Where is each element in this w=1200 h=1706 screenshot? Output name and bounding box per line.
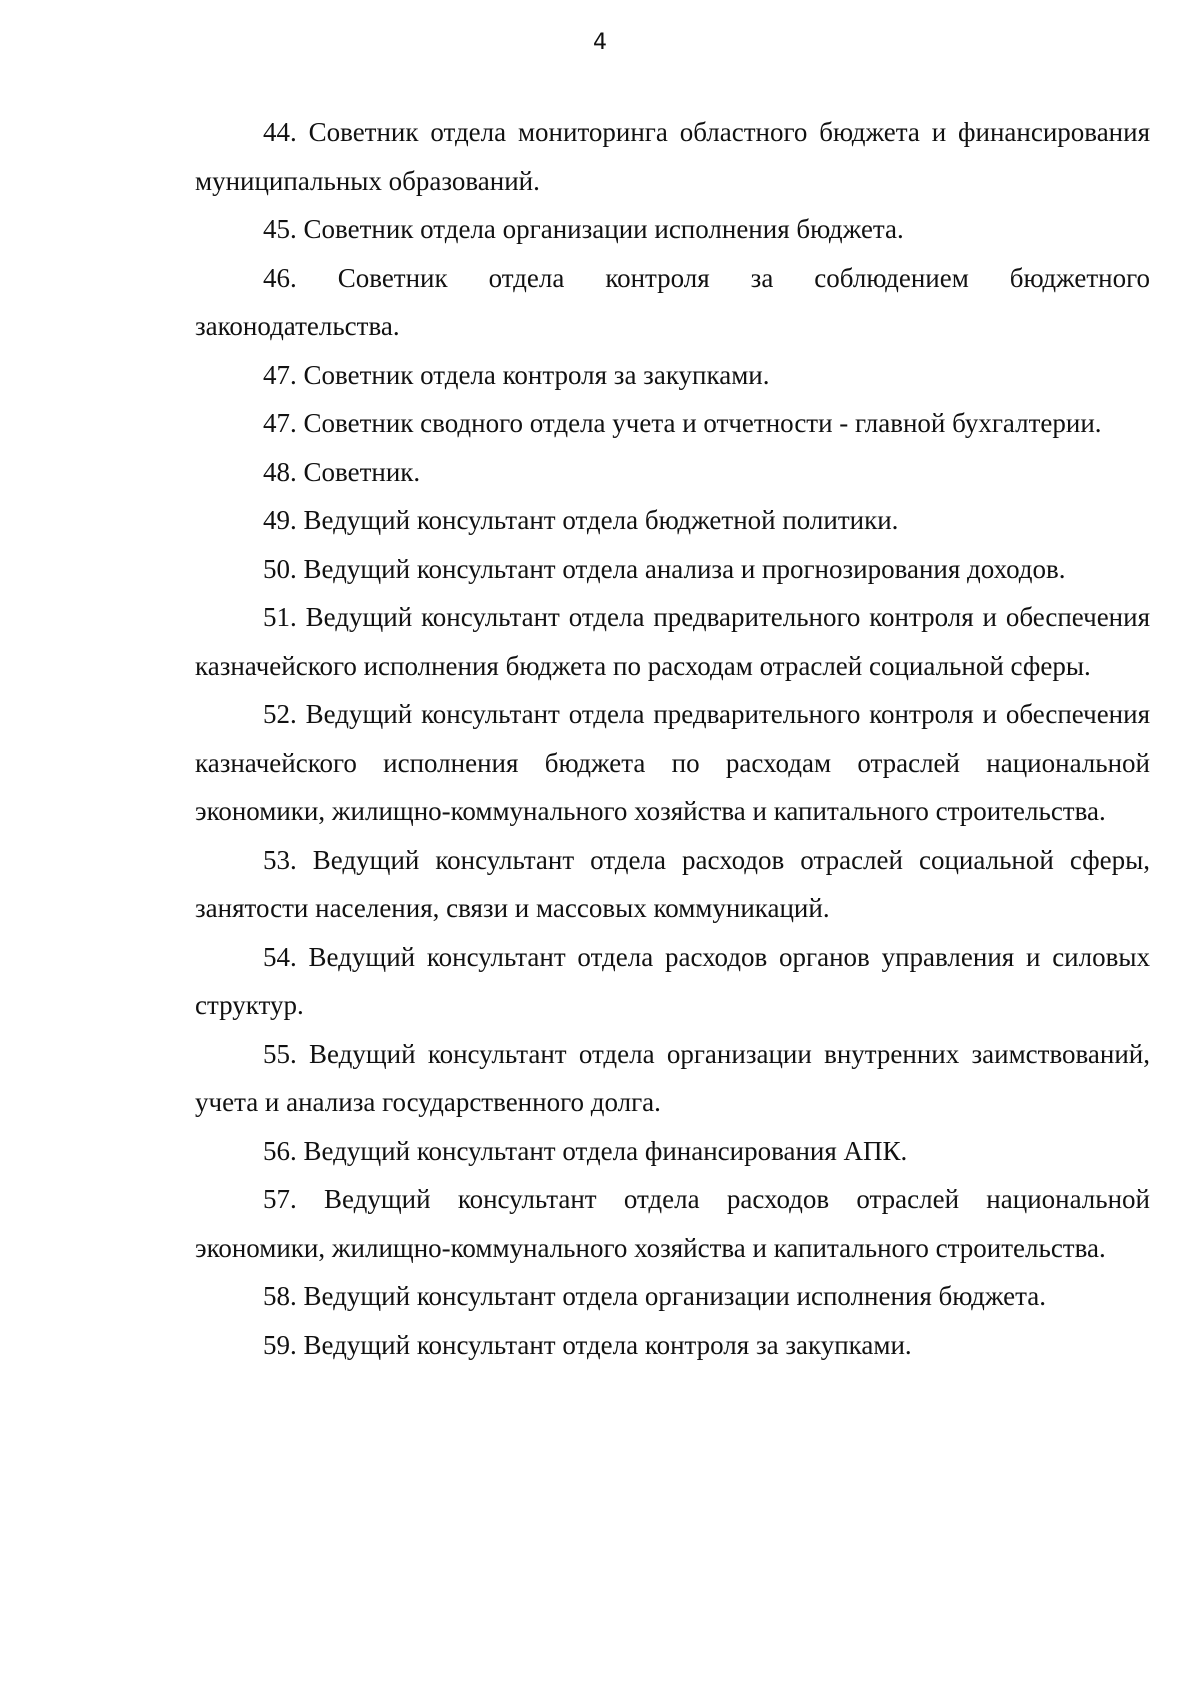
page-number: 4: [593, 30, 607, 55]
document-body: [195, 108, 1150, 1369]
list-item: 52. Ведущий консультант отдела предварительного контроля и обеспечения казначейского исполнения бюджета по расходам отраслей национальной экономики, жилищно-коммунального хозяйства и капитального строительства.: [195, 699, 1150, 826]
list-item: 57. Ведущий консультант отдела расходов отраслей национальной экономики, жилищно-коммунального хозяйства и капитального строительства.: [195, 1184, 1150, 1263]
list-item: 59. Ведущий консультант отдела контроля за закупками.: [263, 1329, 912, 1360]
list-item: 51. Ведущий консультант отдела предварительного контроля и обеспечения казначейского исполнения бюджета по расходам отраслей социальной сферы.: [195, 602, 1150, 681]
list-item: 48. Советник.: [263, 456, 421, 487]
list-item: 56. Ведущий консультант отдела финансирования АПК.: [263, 1135, 908, 1166]
list-item: 50. Ведущий консультант отдела анализа и прогнозирования доходов.: [263, 553, 1066, 584]
list-item: 55. Ведущий консультант отдела организации внутренних заимствований, учета и анализа государственного долга.: [195, 1038, 1150, 1117]
list-item: 53. Ведущий консультант отдела расходов отраслей социальной сферы, занятости населения, связи и массовых коммуникаций.: [195, 844, 1150, 923]
list-item: 54. Ведущий консультант отдела расходов органов управления и силовых структур.: [195, 941, 1150, 1020]
list-item: 47. Советник отдела контроля за закупками.: [263, 359, 770, 390]
list-item: 45. Советник отдела организации исполнения бюджета.: [263, 214, 904, 244]
list-item: 47. Советник сводного отдела учета и отчетности - главной бухгалтерии.: [263, 408, 1102, 438]
list-item: 49. Ведущий консультант отдела бюджетной политики.: [263, 505, 899, 535]
list-item: 46. Советник отдела контроля за соблюдением бюджетного законодательства.: [195, 262, 1150, 341]
list-item: 44. Советник отдела мониторинга областного бюджета и финансирования муниципальных образований.: [195, 117, 1150, 196]
list-item: 58. Ведущий консультант отдела организации исполнения бюджета.: [263, 1281, 1046, 1311]
